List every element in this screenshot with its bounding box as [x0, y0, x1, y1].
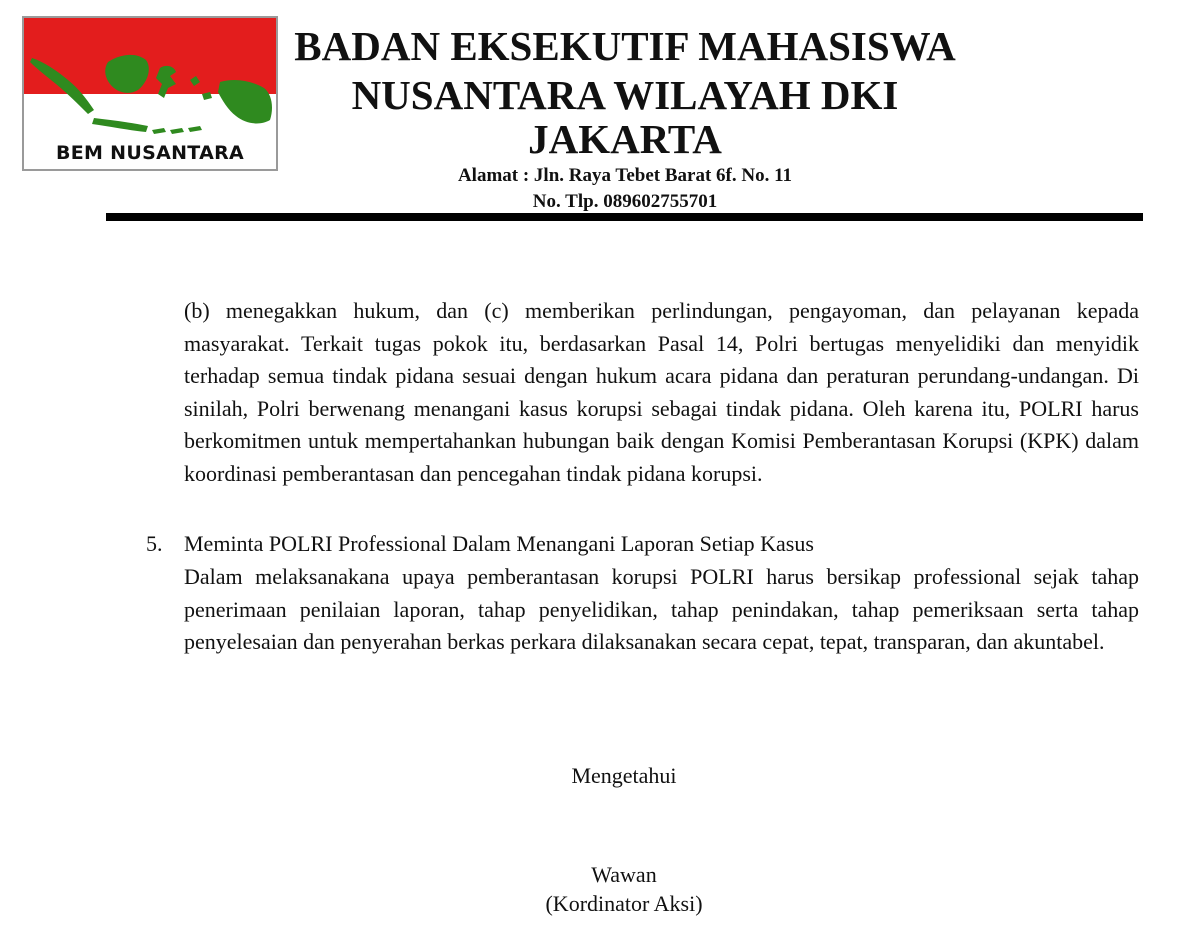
letterhead-divider — [106, 213, 1143, 221]
organization-title-line-1: BADAN EKSEKUTIF MAHASISWA — [294, 23, 956, 69]
phone-line: No. Tlp. 089602755701 — [532, 191, 718, 212]
body-paragraph-2: Dalam melaksanakana upaya pemberantasan korupsi POLRI harus bersikap professional sejak tahap penerimaan penilaian laporan, tahap penyelidikan, tahap penindakan, tahap pemeriksaan serta tahap penyelesaian dan penyerahan berkas perkara dilaksanakan secara cepat, tepat, transparan, dan akuntabel. — [184, 564, 1139, 654]
organization-title-line-2: NUSANTARA WILAYAH DKI — [351, 72, 899, 118]
body-paragraph-1: (b) menegakkan hukum, dan (c) memberikan perlindungan, pengayoman, dan pelayanan kepada masyarakat. Terkait tugas pokok itu, berdasarkan Pasal 14, Polri bertugas menyelidiki dan menyidik terhadap semua tindak pidana sesuai dengan hukum acara pidana dan peraturan perundang-undangan. Di sinilah, Polri berwenang menangani kasus korupsi sebagai tindak pidana. Oleh karena itu, POLRI harus berkomitmen untuk mempertahankan hubungan baik dengan Komisi Pemberantasan Korupsi (KPK) dalam koordinasi pemberantasan dan pencegahan tindak pidana korupsi. — [184, 298, 1139, 486]
logo-text: BEM NUSANTARA — [55, 142, 245, 164]
bem-nusantara-logo — [22, 16, 278, 171]
organization-title-line-3: JAKARTA — [528, 116, 722, 162]
address-line: Alamat : Jln. Raya Tebet Barat 6f. No. 11 — [457, 165, 793, 186]
signature-name: Wawan — [591, 862, 657, 887]
signature-role: (Kordinator Aksi) — [545, 891, 703, 916]
list-item-title: Meminta POLRI Professional Dalam Menangani Laporan Setiap Kasus — [184, 531, 814, 556]
list-item-number: 5. — [146, 531, 163, 556]
signature-acknowledged: Mengetahui — [571, 763, 677, 788]
